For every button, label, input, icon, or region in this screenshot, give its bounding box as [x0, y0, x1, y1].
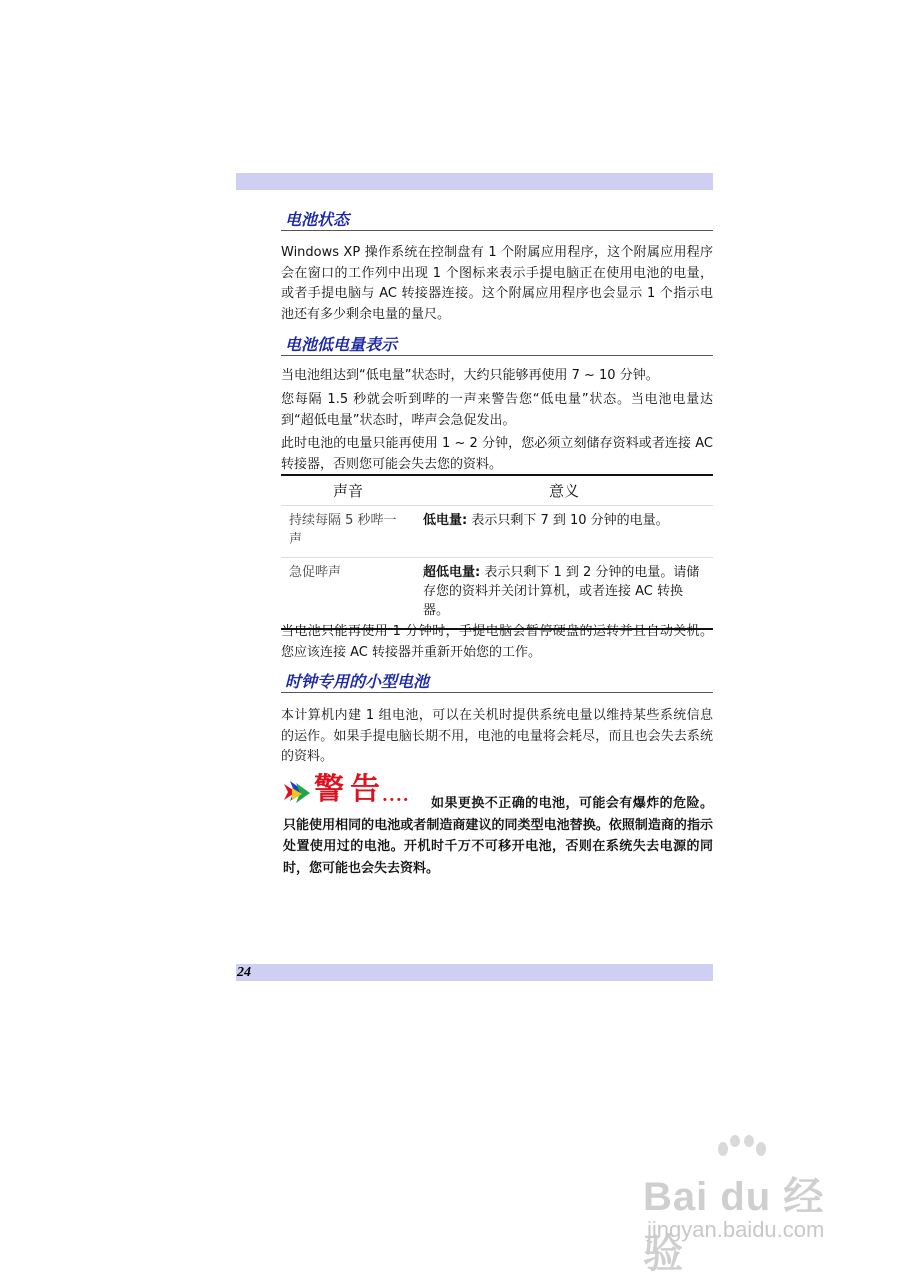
header-bar [236, 173, 713, 190]
section-heading-battery-status: 电池状态 [281, 209, 713, 231]
table-row [281, 558, 713, 630]
watermark-brand: Bai du 经验 [643, 1175, 825, 1276]
table-header-sound: 声音 [281, 475, 415, 506]
meaning-term: 超低电量: [423, 565, 481, 580]
beep-meaning-table [281, 474, 713, 630]
meaning-cell [415, 558, 713, 630]
meaning-text: 表示只剩下 7 到 10 分钟的电量。 [467, 513, 669, 528]
battery-status-paragraph: Windows XP 操作系统在控制盘有 1 个附属应用程序，这个附属应用程序会在窗口的工作列中出现 1 个图标来表示手提电脑正在使用电池的电量，或者手提电脑与 AC 转接器连接。这个附属应用程序也会显示 1 个指示电池还有多少剩余电量的量尺。 [281, 245, 713, 322]
meaning-term: 低电量: [423, 513, 468, 528]
section-heading-clock-battery: 时钟专用的小型电池 [281, 671, 713, 693]
table-header-meaning: 意义 [415, 475, 713, 506]
low-battery-paragraph-4: 当电池只能再使用 1 分钟时，手提电脑会暂停硬盘的运转并且自动关机。您应该连接 AC 转接器并重新开始您的工作。 [281, 624, 713, 660]
low-battery-paragraph-2: 您每隔 1.5 秒就会听到哔的一声来警告您“低电量”状态。当电池电量达到“超低电量”状态时，哔声会急促发出。 [281, 392, 713, 428]
meaning-cell [415, 506, 713, 558]
baidu-watermark [643, 1135, 858, 1276]
section-heading-low-battery: 电池低电量表示 [281, 334, 713, 356]
page-number: 24 [237, 965, 251, 980]
watermark-url: jingyan.baidu.com [647, 1217, 825, 1242]
clock-battery-paragraph: 本计算机内建 1 组电池，可以在关机时提供系统电量以维持某些系统信息的运作。如果手提电脑长期不用，电池的电量将会耗尽，而且也会失去系统的资料。 [281, 708, 713, 764]
meaning-text: 表示只剩下 1 到 2 分钟的电量。请储存您的资料并关闭计算机，或者连接 AC 转换器。 [423, 565, 700, 618]
sound-cell: 持续每隔 5 秒哔一声 [281, 506, 415, 558]
warning-dots: .... [382, 786, 410, 806]
warning-title: 警告 [314, 772, 386, 807]
table-row [281, 506, 713, 558]
sound-cell: 急促哔声 [289, 565, 342, 580]
footer-bar [236, 964, 713, 981]
low-battery-paragraph-3: 此时电池的电量只能再使用 1 ~ 2 分钟，您必须立刻储存资料或者连接 AC 转接器，否则您可能会失去您的资料。 [281, 436, 713, 472]
low-battery-paragraph-1: 当电池组达到“低电量”状态时，大约只能够再使用 7 ~ 10 分钟。 [281, 368, 659, 383]
warning-text: 如果更换不正确的电池，可能会有爆炸的危险。只能使用相同的电池或者制造商建议的同类型电池替换。依照制造商的指示处置使用过的电池。开机时千万不可移开电池，否则在系统失去电源的同时，您可能也会失去资料。 [283, 796, 713, 876]
